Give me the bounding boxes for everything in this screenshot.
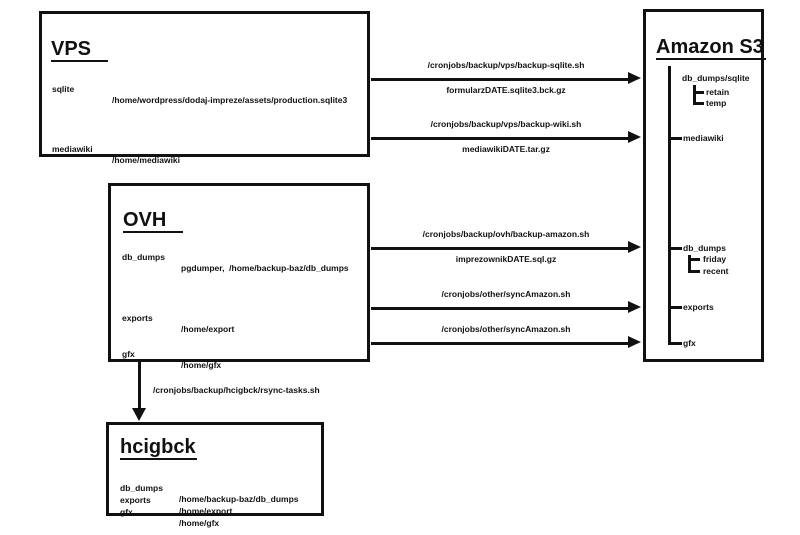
s3-folder-label: db_dumps/sqlite <box>682 73 750 83</box>
backup-arrow-vps-sqlite <box>371 60 641 96</box>
directory-name: gfx <box>122 349 135 359</box>
directory-name: gfx <box>120 507 133 517</box>
tree-branch-line <box>688 258 700 261</box>
arrow-script-label: /cronjobs/backup/vps/backup-wiki.sh <box>430 119 582 129</box>
arrow-head-icon <box>132 408 146 421</box>
s3-folder-label: mediawiki <box>683 133 724 143</box>
tree-branch-line <box>668 137 682 140</box>
vps-node <box>39 11 370 165</box>
s3-folder-label: exports <box>683 302 714 312</box>
directory-path: /home/wordpress/dodaj-impreze/assets/production.sqlite3 <box>112 95 348 105</box>
arrow-shaft <box>371 247 630 250</box>
arrow-script-label: /cronjobs/backup/vps/backup-sqlite.sh <box>427 60 585 70</box>
arrow-head-icon <box>628 336 641 348</box>
directory-name: exports <box>120 495 151 505</box>
arrow-shaft <box>371 137 630 140</box>
arrow-script-label: /cronjobs/other/syncAmazon.sh <box>441 289 571 299</box>
ovh-title: OVH <box>123 210 183 233</box>
vps-title: VPS <box>51 39 108 62</box>
arrow-artifact-label: formularzDATE.sqlite3.bck.gz <box>446 85 566 95</box>
tree-trunk-line <box>668 66 671 345</box>
directory-path: /home/gfx <box>179 518 220 528</box>
directory-path: /home/backup-baz/db_dumps <box>179 494 299 504</box>
arrow-script-label: /cronjobs/other/syncAmazon.sh <box>441 324 571 334</box>
directory-row <box>42 73 348 105</box>
s3-subfolder-label: friday <box>703 254 727 264</box>
s3-subfolder-label: recent <box>703 266 729 276</box>
directory-row <box>111 241 371 273</box>
arrow-artifact-label: imprezownikDATE.sql.gz <box>455 254 557 264</box>
directory-path: /home/mediawiki <box>112 155 181 165</box>
arrow-head-icon <box>628 241 641 253</box>
backup-arrow-vps-wiki <box>371 119 641 155</box>
arrow-script-label: /cronjobs/backup/hcigbck/rsync-tasks.sh <box>153 385 320 395</box>
arrow-head-icon <box>628 131 641 143</box>
amazon-s3-title: Amazon S3 <box>656 36 764 58</box>
tree-branch-line <box>668 306 682 309</box>
s3-subfolder-label: temp <box>706 98 727 108</box>
directory-name: sqlite <box>52 84 75 94</box>
s3-folder-label: db_dumps <box>683 243 726 253</box>
backup-arrow-ovh-amazon <box>371 229 641 265</box>
directory-row <box>42 133 302 165</box>
s3-subfolder-label: retain <box>706 87 730 97</box>
directory-name: db_dumps <box>120 483 163 493</box>
s3-folder-label: gfx <box>683 338 696 348</box>
tree-branch-line <box>668 342 682 345</box>
directory-path: pgdumper, /home/backup-baz/db_dumps <box>181 263 349 273</box>
directory-path: /home/export <box>181 324 235 334</box>
directory-row <box>111 302 371 334</box>
tree-branch-line <box>693 102 704 105</box>
arrow-shaft <box>371 78 630 81</box>
amazon-s3-node <box>643 9 764 362</box>
directory-path: /home/gfx <box>181 360 222 370</box>
arrow-shaft <box>138 362 141 409</box>
arrow-head-icon <box>628 72 641 84</box>
sync-arrow-exports <box>371 289 641 325</box>
arrow-shaft <box>371 342 630 345</box>
tree-branch-line <box>693 91 704 94</box>
directory-name: db_dumps <box>122 252 165 262</box>
arrow-script-label: /cronjobs/backup/ovh/backup-amazon.sh <box>422 229 590 239</box>
hcigbck-node <box>106 422 324 528</box>
arrow-shaft <box>371 307 630 310</box>
directory-path: /home/export <box>179 506 233 516</box>
directory-row <box>111 338 371 370</box>
arrow-head-icon <box>628 301 641 313</box>
directory-name: mediawiki <box>52 144 93 154</box>
arrow-artifact-label: mediawikiDATE.tar.gz <box>462 144 550 154</box>
ovh-node <box>108 183 370 370</box>
hcigbck-title: hcigbck <box>120 436 196 458</box>
sync-arrow-gfx <box>371 324 641 360</box>
directory-name: exports <box>122 313 153 323</box>
tree-branch-line <box>668 247 682 250</box>
tree-branch-line <box>688 270 700 273</box>
